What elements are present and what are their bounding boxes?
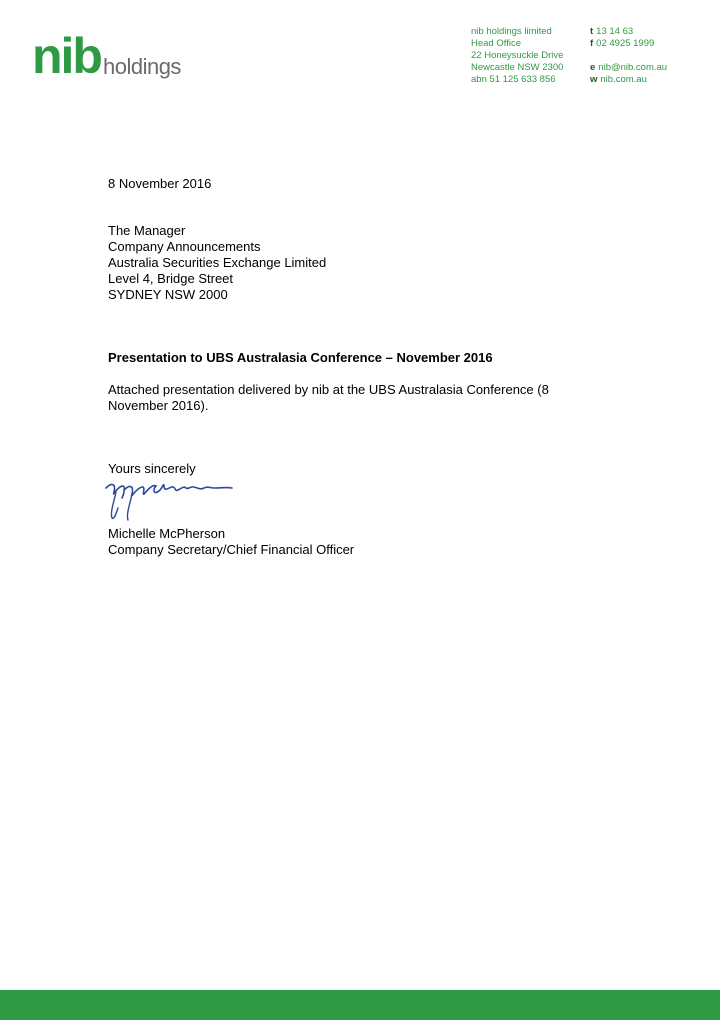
footer-bar [0, 990, 720, 1020]
contact-label: t [590, 26, 594, 37]
recipient-line: The Manager [108, 223, 186, 238]
signer-block [108, 526, 588, 558]
address-line: Head Office [471, 38, 521, 49]
contact-value: nib.com.au [600, 74, 647, 85]
contact-value: nib@nib.com.au [598, 62, 668, 73]
letter-date: 8 November 2016 [108, 176, 212, 191]
company-logo [32, 28, 181, 84]
contact-email [590, 62, 667, 74]
letter-body [108, 176, 588, 558]
contact-label: f [590, 38, 594, 49]
address-line: nib holdings limited [471, 26, 552, 37]
contact-label: w [590, 74, 598, 85]
recipient-line: Level 4, Bridge Street [108, 271, 234, 286]
letter-closing: Yours sincerely [108, 461, 196, 476]
signer-name: Michelle McPherson [108, 526, 226, 541]
contact-phone [590, 26, 667, 38]
address-line: 22 Honeysuckle Drive [471, 50, 564, 61]
signature-stroke [106, 485, 232, 498]
contact-value: 13 14 63 [596, 26, 634, 37]
letter-subject: Presentation to UBS Australasia Conference – November 2016 [108, 350, 493, 365]
logo-nib-text: nib [32, 28, 101, 84]
contact-label: e [590, 62, 596, 73]
contact-value: 02 4925 1999 [596, 38, 655, 49]
letter-paragraph: Attached presentation delivered by nib at the UBS Australasia Conference (8 November 2016). [108, 382, 549, 413]
contact-fax [590, 38, 667, 50]
signature-image [102, 478, 242, 522]
signature-stroke [127, 494, 132, 520]
recipient-line: Australia Securities Exchange Limited [108, 255, 327, 270]
company-contact-block [590, 26, 667, 86]
address-line: Newcastle NSW 2300 [471, 62, 564, 73]
recipient-line: Company Announcements [108, 239, 261, 254]
logo-holdings-text: holdings [102, 54, 181, 79]
signer-title: Company Secretary/Chief Financial Officer [108, 542, 355, 557]
recipient-line: SYDNEY NSW 2000 [108, 287, 228, 302]
recipient-address [108, 223, 588, 303]
company-address-block [471, 26, 563, 86]
contact-spacer [590, 50, 667, 62]
contact-website [590, 74, 667, 86]
address-line: abn 51 125 633 856 [471, 74, 556, 85]
signature-stroke [111, 492, 118, 518]
